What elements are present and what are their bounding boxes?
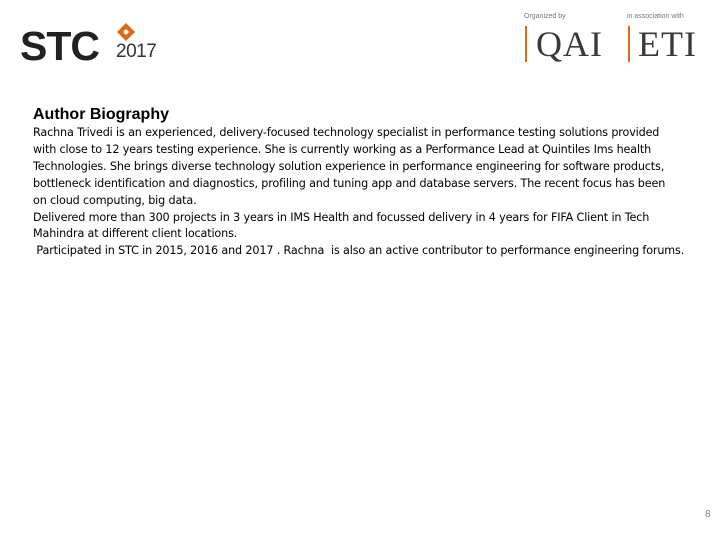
bio-line: bottleneck identification and diagnostics, profiling and tuning app and database servers. The recent focus has been xyxy=(33,176,666,190)
bio-line: Delivered more than 300 projects in 3 years in IMS Health and focussed delivery in 4 years for FIFA Client in Tech xyxy=(33,210,650,224)
organized-by-label: Organized by xyxy=(524,13,566,20)
stc-logo-year: 2017 xyxy=(116,41,157,62)
bio-line: Technologies. She brings diverse technology solution experience in performance engineering for software products, xyxy=(33,159,665,173)
bio-line: Rachna Trivedi is an experienced, delivery-focused technology specialist in performance testing solutions provided xyxy=(33,126,660,139)
bio-line: Participated in STC in 2015, 2016 and 2017 . Rachna is also an active contributor to performance engineering forums. xyxy=(33,244,685,258)
association-label: in association with xyxy=(627,13,684,20)
qai-logo: QAI xyxy=(536,24,603,64)
biography-text xyxy=(33,125,703,260)
diamond-icon xyxy=(116,22,136,42)
eti-logo: ETI xyxy=(638,24,697,64)
section-heading: Author Biography xyxy=(33,106,169,123)
qai-divider xyxy=(525,26,527,62)
page-number: 8 xyxy=(705,509,711,520)
bio-line: with close to 12 years testing experience. She is currently working as a Performance Lead at Quintiles Ims health xyxy=(33,142,652,156)
stc-logo-text: STC xyxy=(20,23,99,69)
bio-line: on cloud computing, big data. xyxy=(33,193,197,207)
stc-2017-logo xyxy=(20,20,180,68)
bio-line: Mahindra at different client locations. xyxy=(33,227,238,241)
eti-divider xyxy=(628,26,630,62)
